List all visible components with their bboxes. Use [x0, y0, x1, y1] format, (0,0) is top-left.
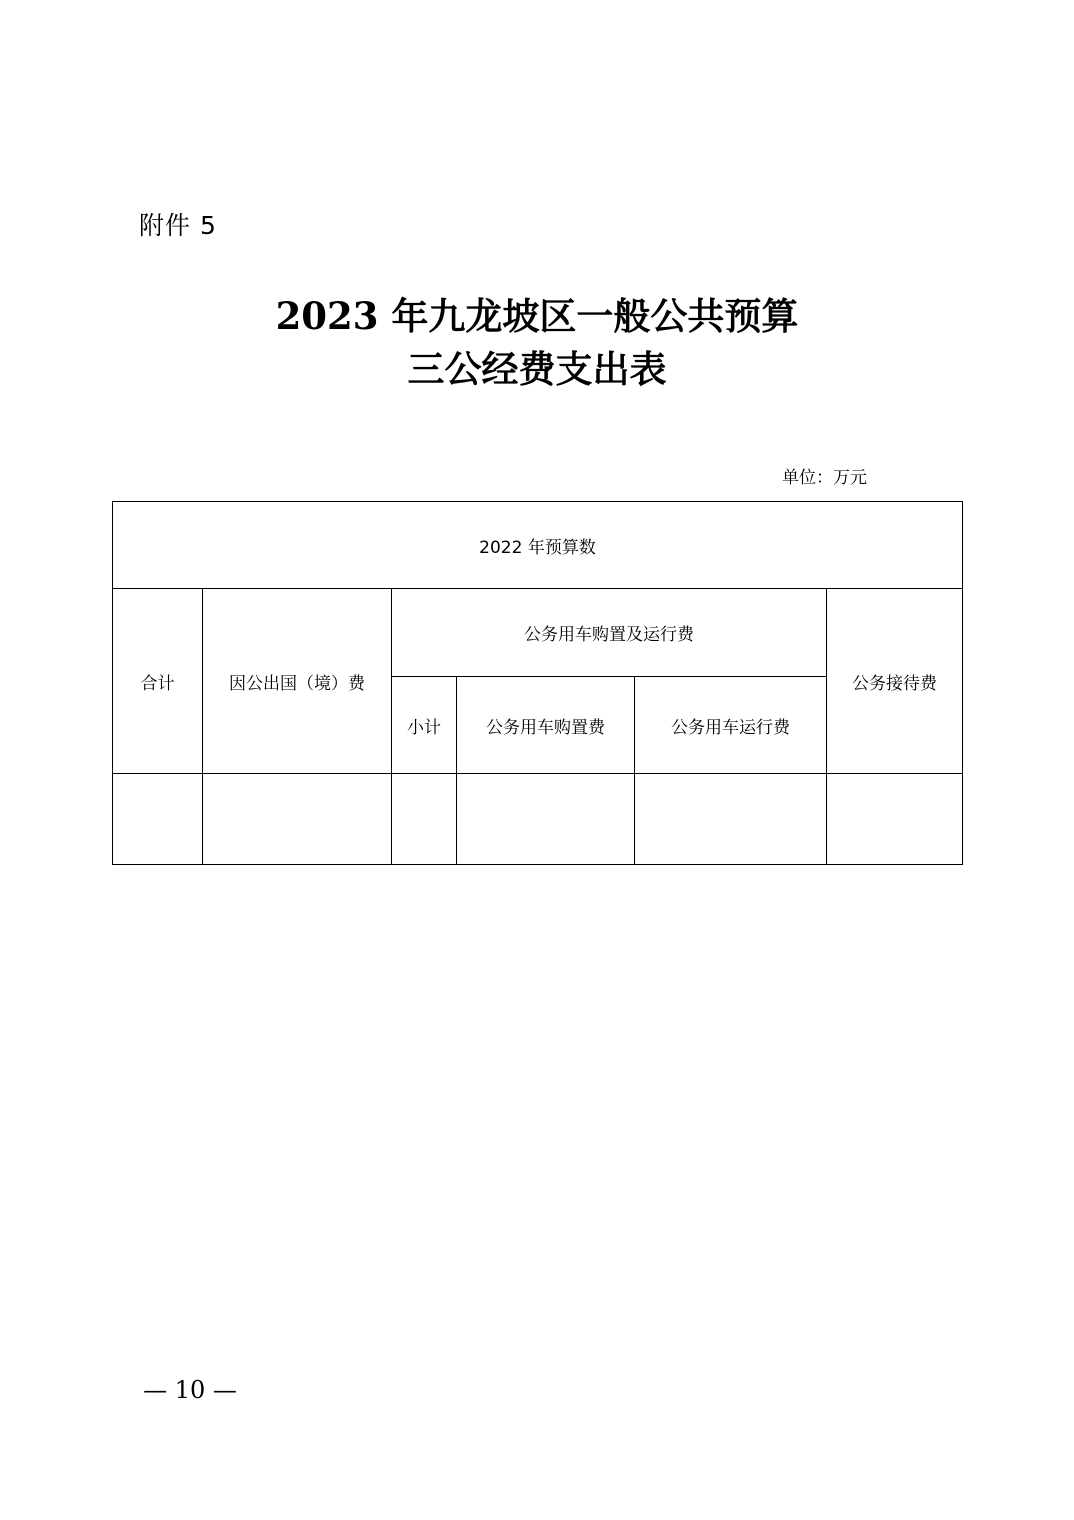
col-abroad-header: 因公出国（境）费	[203, 589, 392, 774]
page-number: — 10 —	[143, 1376, 237, 1404]
col-reception-header: 公务接待费	[827, 589, 963, 774]
table-subheader-row	[113, 589, 963, 677]
cell-total	[113, 774, 203, 865]
cell-vehicle-operation	[635, 774, 827, 865]
table-row	[113, 774, 963, 865]
col-subtotal-header: 小计	[392, 677, 457, 774]
col-vehicle-group-header: 公务用车购置及运行费	[392, 589, 827, 677]
unit-label: 单位：万元	[782, 468, 867, 488]
col-vehicle-purchase-header: 公务用车购置费	[457, 677, 635, 774]
table-header-row	[113, 502, 963, 589]
col-total-header: 合计	[113, 589, 203, 774]
cell-subtotal	[392, 774, 457, 865]
budget-table	[112, 501, 963, 865]
cell-vehicle-purchase	[457, 774, 635, 865]
group-header-cell: 2022 年预算数	[113, 502, 963, 589]
col-vehicle-operation-header: 公务用车运行费	[635, 677, 827, 774]
cell-abroad	[203, 774, 392, 865]
document-title-line2: 三公经费支出表	[407, 347, 667, 391]
attachment-label: 附件 5	[139, 211, 217, 240]
cell-reception	[827, 774, 963, 865]
document-title-line1: 2023 年九龙坡区一般公共预算	[275, 294, 799, 338]
